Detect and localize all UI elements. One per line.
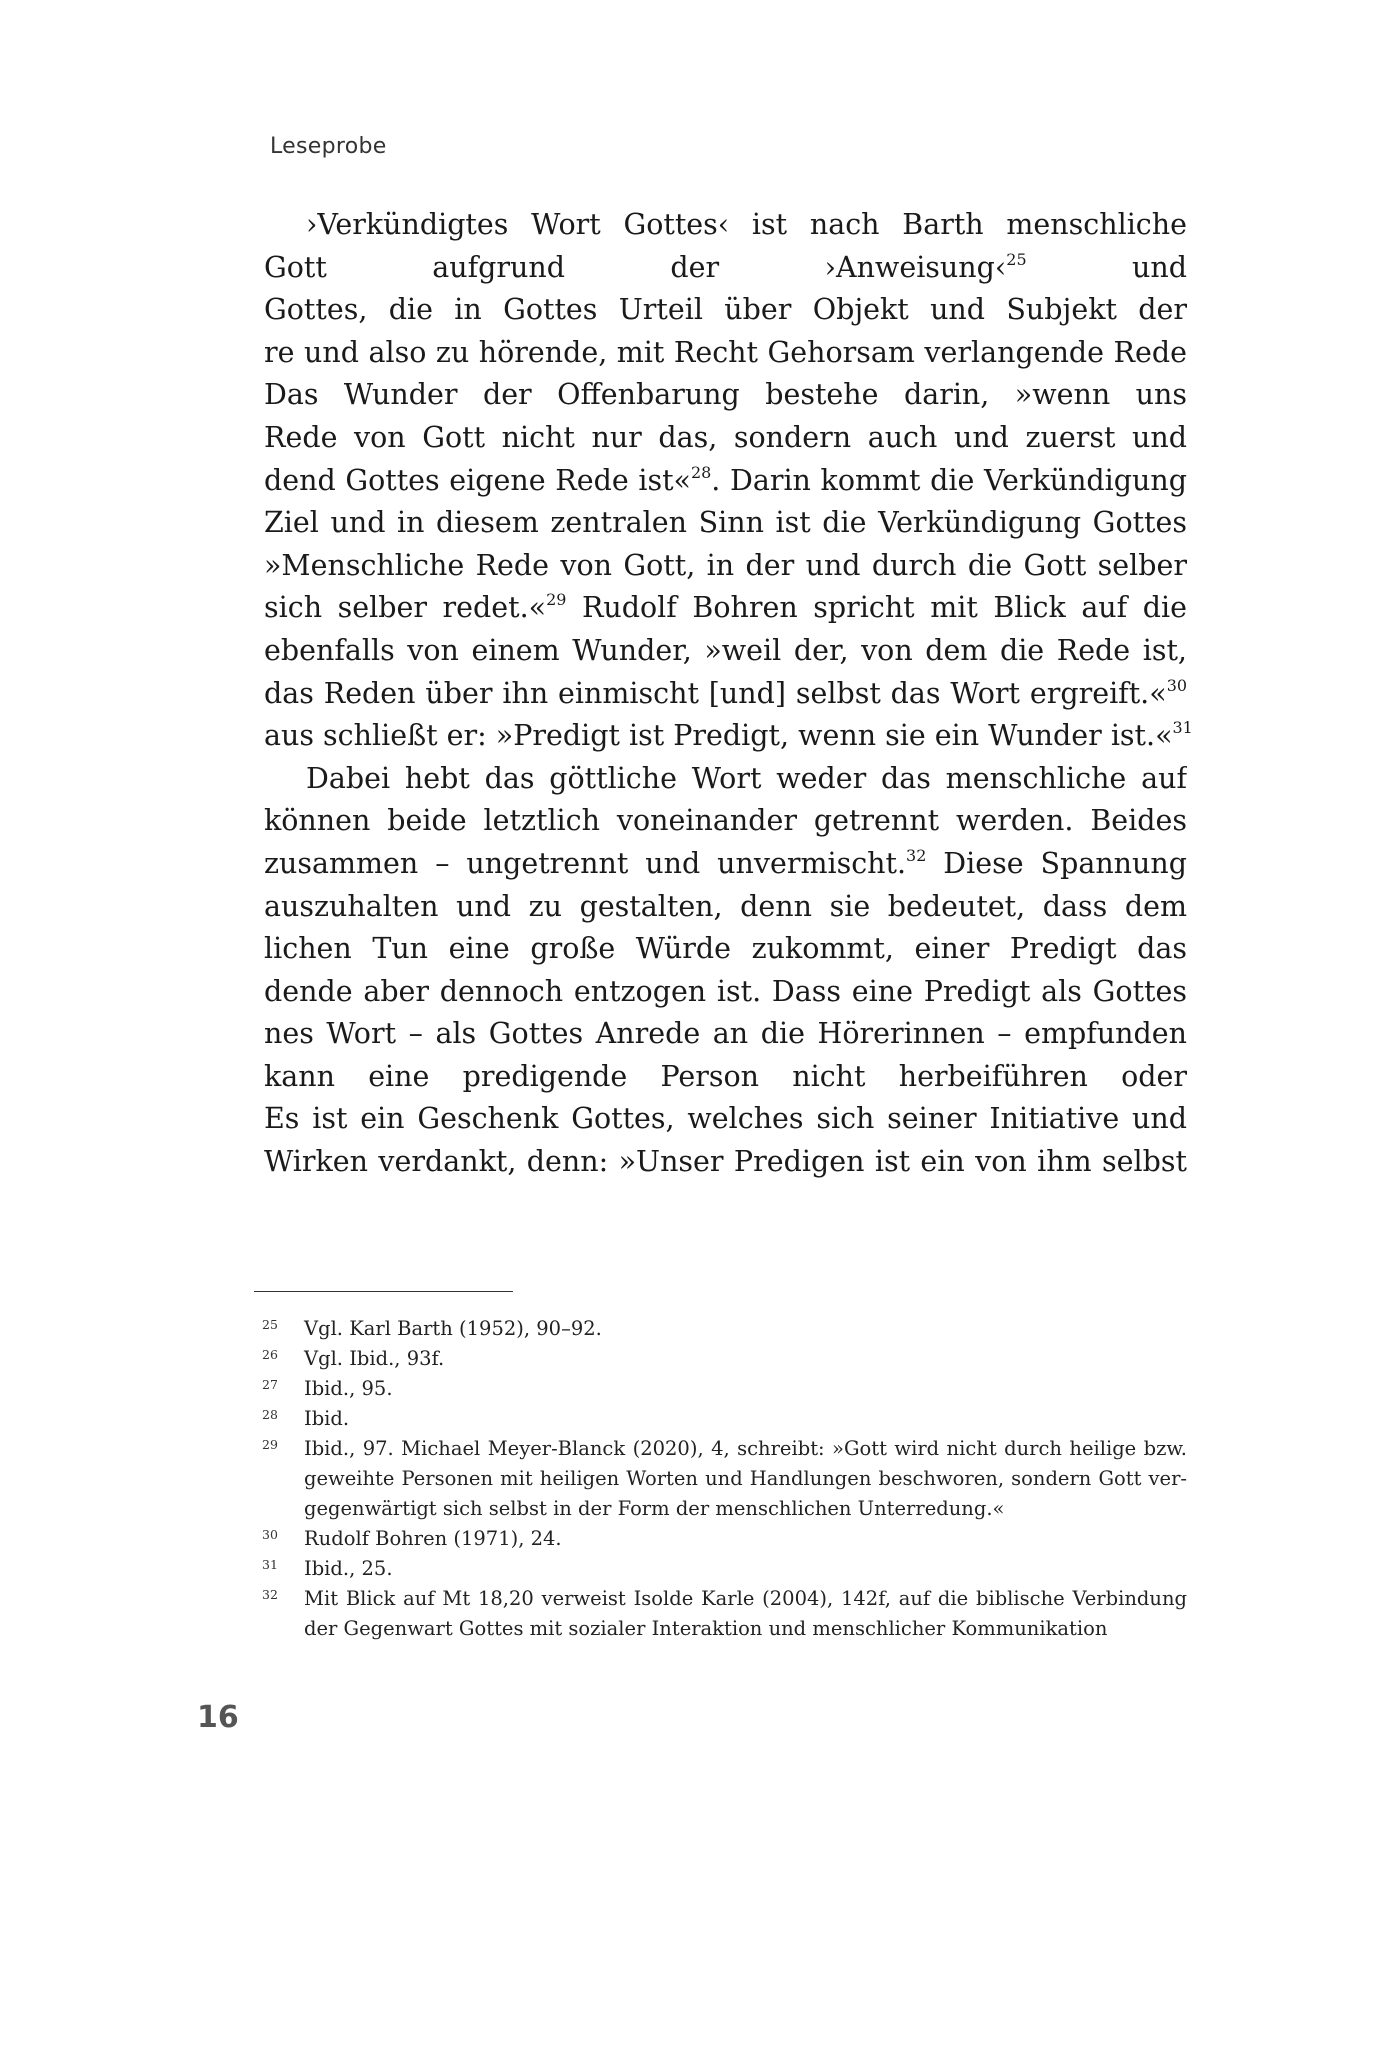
text-line: re und also zu hörende, mit Recht Gehorsam verlangende Rede xyxy=(264,335,1187,369)
text-line: kann eine predigende Person nicht herbeiführen oder xyxy=(264,1059,1187,1093)
text-line: ebenfalls von einem Wunder, »weil der, von dem die Rede ist, xyxy=(264,633,1187,667)
footnote-ref[interactable]: 29 xyxy=(546,590,567,610)
footnote-26 xyxy=(262,1344,1187,1374)
footnote-ref[interactable]: 32 xyxy=(906,845,927,865)
footnote-text: gegenwärtigt sich selbst in der Form der menschlichen Unterredung.« xyxy=(304,1497,1005,1520)
paragraph-1 xyxy=(264,204,1193,758)
text-line: ›Verkündigtes Wort Gottes‹ ist nach Barth menschliche xyxy=(306,208,1187,241)
text-line: dend Gottes eigene Rede ist«$^{28}$. Darin kommt die Verkündigung xyxy=(264,462,1187,497)
footnote-ref[interactable]: 30 xyxy=(1166,675,1187,695)
footnote-25 xyxy=(262,1314,1187,1344)
text-line: nes Wort – als Gottes Anrede an die Hörerinnen – empfunden xyxy=(264,1017,1187,1051)
footnote-number: 31 xyxy=(262,1557,278,1572)
text-line: zusammen – ungetrennt und unvermischt.$^{32}$ Diese Spannung xyxy=(264,845,1187,880)
footnote-32 xyxy=(262,1584,1187,1644)
text-line: Wirken verdankt, denn: »Unser Predigen ist ein von ihm selbst xyxy=(264,1145,1187,1179)
footnote-text: Mit Blick auf Mt 18,20 verweist Isolde Karle (2004), 142f, auf die biblische Verbindung xyxy=(304,1587,1187,1610)
footnote-ref[interactable]: 31 xyxy=(1172,718,1193,738)
text-line: auszuhalten und zu gestalten, denn sie bedeutet, dass dem xyxy=(264,889,1187,923)
text-line: sich selber redet.«$^{29}$ Rudolf Bohren spricht mit Blick auf die xyxy=(264,590,1187,625)
footnote-31 xyxy=(262,1554,1187,1584)
text-line: Ziel und in diesem zentralen Sinn ist die Verkündigung Gottes xyxy=(264,506,1187,540)
text-line: Es ist ein Geschenk Gottes, welches sich seiner Initiative und xyxy=(264,1102,1187,1136)
footnote-text: Rudolf Bohren (1971), 24. xyxy=(304,1527,562,1550)
footnote-28 xyxy=(262,1404,1187,1434)
footnote-number: 26 xyxy=(262,1347,278,1362)
footnote-text: der Gegenwart Gottes mit sozialer Interaktion und menschlicher Kommunikation xyxy=(304,1617,1108,1640)
text-line: Rede von Gott nicht nur das, sondern auch und zuerst und xyxy=(264,420,1187,454)
footnote-text: Vgl. Ibid., 93f. xyxy=(304,1347,445,1370)
page-header: Leseprobe xyxy=(270,134,387,159)
footnote-number: 27 xyxy=(262,1377,278,1392)
footnote-number: 30 xyxy=(262,1527,278,1542)
text-line: aus schließt er: »Predigt ist Predigt, wenn sie ein Wunder ist.«$^{31}$ xyxy=(264,718,1193,753)
text-line: Dabei hebt das göttliche Wort weder das menschliche auf xyxy=(306,761,1187,795)
paragraph-2 xyxy=(264,758,1187,1184)
footnotes xyxy=(262,1314,1187,1644)
footnote-number: 28 xyxy=(262,1407,278,1422)
footnote-number: 32 xyxy=(262,1587,278,1602)
footnote-ref[interactable]: 28 xyxy=(690,462,712,482)
footnote-text: Ibid. xyxy=(304,1407,350,1430)
footnote-30 xyxy=(262,1524,1187,1554)
footnote-text: Vgl. Karl Barth (1952), 90–92. xyxy=(304,1317,602,1340)
text-line: »Menschliche Rede von Gott, in der und durch die Gott selber xyxy=(264,548,1187,582)
footnote-ref[interactable]: 25 xyxy=(1006,249,1027,269)
footnote-text: geweihte Personen mit heiligen Worten und Handlungen beschworen, sondern Gott ver- xyxy=(304,1467,1187,1490)
footnote-text: Ibid., 97. Michael Meyer-Blanck (2020), 4, schreibt: »Gott wird nicht durch heilige bzw. xyxy=(304,1437,1187,1460)
text-line: dende aber dennoch entzogen ist. Dass eine Predigt als Gottes xyxy=(264,974,1187,1008)
footnote-29 xyxy=(262,1434,1187,1524)
text-line: Gott aufgrund der ›Anweisung‹$^{25}$ und xyxy=(264,249,1187,284)
footnote-number: 29 xyxy=(262,1437,278,1452)
footnote-number: 25 xyxy=(262,1317,278,1332)
footnote-text: Ibid., 25. xyxy=(304,1557,393,1580)
footnote-divider xyxy=(254,1291,513,1292)
footnote-27 xyxy=(262,1374,1187,1404)
text-line: können beide letztlich voneinander getrennt werden. Beides xyxy=(264,804,1187,838)
text-line: lichen Tun eine große Würde zukommt, einer Predigt das xyxy=(264,932,1187,966)
footnote-text: Ibid., 95. xyxy=(304,1377,393,1400)
text-line: Gottes, die in Gottes Urteil über Objekt und Subjekt der xyxy=(264,293,1187,327)
text-line: das Reden über ihn einmischt [und] selbst das Wort ergreift.«$^{30}$ xyxy=(264,675,1187,710)
page-number: 16 xyxy=(197,1700,239,1735)
main-text xyxy=(264,204,1193,1184)
text-line: Das Wunder der Offenbarung bestehe darin, »wenn uns xyxy=(264,378,1187,412)
